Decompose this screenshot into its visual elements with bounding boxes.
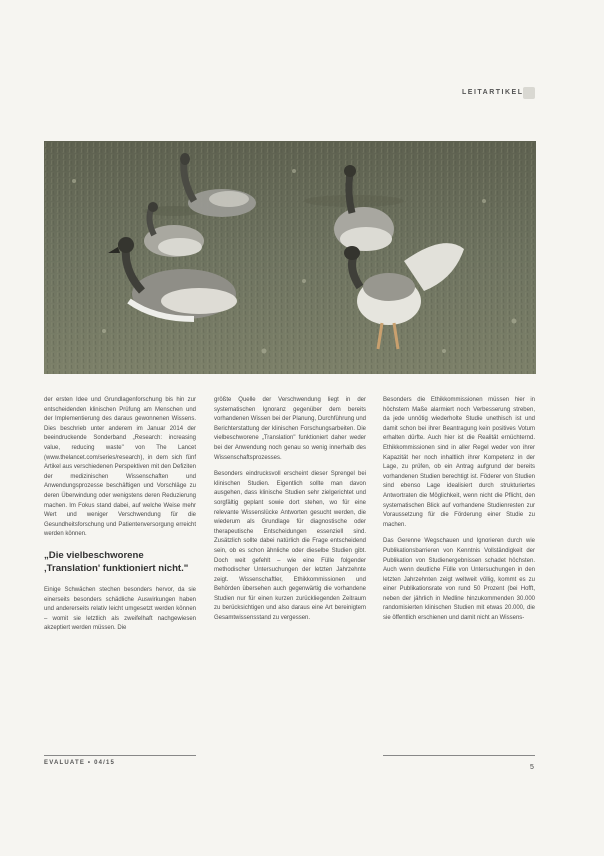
paragraph: Besonders eindrucksvoll erscheint dieser Sprengel bei klinischen Studien. Eigentlich sollte man davon ausgehen, dass klinische Studien sehr zielgerichtet und sorgfältig geplant sowie dort stehen, wo für eine relevante Wissenslücke Antworten gesucht werden, die wiederum als Grundlage für diagnostische oder therapeutische Entscheidungen essenziell sind. Zusätzlich sollte dabei natürlich die Frage entscheidend sein, ob es schon ähnliche oder dieselbe Studien gibt. Doch weit gefehlt – wie eine Fülle folgender methodischer Untersuchungen der letzten Jahrzehnte zeigt. Wissenschaftler, Ethikkommissionen und Behörden übersehen auch gegenwärtig die vorhandene Studien nur für einen kurzen zurückliegenden Zeitraum zu berücksichtigen und also daraus eine Art bereinigtem Gesamtwissensstand zu vergessen. bbox=[214, 471, 366, 622]
page-number: 5 bbox=[530, 764, 534, 771]
article-photo bbox=[44, 141, 536, 374]
article-column-1 bbox=[44, 396, 196, 641]
footer-divider bbox=[383, 755, 535, 756]
section-marker bbox=[523, 87, 535, 99]
journal-issue: EVALUATE • 04/15 bbox=[44, 760, 116, 766]
paragraph: Besonders die Ethikkommissionen müssen hier in höchstem Maße alarmiert noch Verbesserung streben, da jede unnötig wiederholte Studie unethisch ist und damit schon bei ihrer Beantragung kein positives Votum erhalten dürfte. Auch hier ist die Realität ernüchternd. Ethikkommissionen sind in aller Regel weder von ihrer Kapazität her noch inhaltlich ihrer Kompetenz in der Lage, zu prüfen, ob ein Antrag aufgrund der bereits vorhandenen Studien berechtigt ist. Föderer von Studien sind ebenso Lage idealisiert durch strukturiertes Antwortraten die Möglichkeit, wenn nicht die Pflicht, den systematischen Blick auf vorhandene Studienresten zur Voraussetzung für die Förderung einer Studie zu machen. bbox=[383, 397, 535, 528]
paragraph: der ersten Idee und Grundlagenforschung bis hin zur entscheidenden klinischen Prüfung am Menschen und der Implementierung des daraus gewonnenen Wissens. Dies beschrieb unter anderem im Januar 2014 der beeindruckende Sonderband „Research: increasing value, reducing waste" von The Lancet (www.thelancet.com/series/research), in dem sich fünf Artikel aus verschiedenen Perspektiven mit den Defiziten der medizinischen Wissenschaften und Anwendungsprozesse beschäftigen und Vorschläge zu deren Überwindung oder wenigstens deren Reduzierung machen. Im Fokus stand dabei, auf welche Weise mehr Wert und weniger Verschwendung für die Gesundheitsforschung und Patientenversorgung erreicht werden können. bbox=[44, 397, 196, 538]
section-label: LEITARTIKEL bbox=[462, 89, 524, 96]
paragraph: größte Quelle der Verschwendung liegt in der systematischen Ignoranz gegenüber dem bereits vorhandenen Wissen bei der Planung, Durchführung und Berichterstattung der klinischen Forschungsarbeiten. Die vielbeschworene „Translation" funktioniert daher weder bei der Anwendung noch genau so wenig innerhalb des Wissenschaftsprozesses. bbox=[214, 397, 366, 461]
paragraph: Einige Schwächen stechen besonders hervor, da sie einerseits besonders schädliche Auswirkungen haben und andererseits relativ leicht umgesetzt werden können – womit sie letztlich als zweifelhaft nachgewiesen akzeptiert werden müssen. Die bbox=[44, 586, 196, 632]
footer-divider bbox=[44, 755, 196, 756]
paragraph: Das Gerenne Wegschauen und Ignorieren durch wie Publikationsbarrieren von Kenntnis Vollständigkeit der Publikation von Studienergebnissen schadet höchsten. Auch wenn deutliche Fülle von Untersuchungen in den letzten Jahrzehnten zeigt weltweit völlig, kommt es zu einer Publikationsrate von rund 50 Prozent (bei Hofft, neben der jährlich in Medline hinzukommenden 30.000 randomisierten klinischen Studien mit etwas 20.000, die sie öffentlich erschienen und damit nicht an Wissens- bbox=[383, 538, 535, 622]
pull-quote: „Die vielbeschworene ‚Translation' funktioniert nicht." bbox=[44, 549, 189, 574]
article-column-3 bbox=[383, 396, 535, 631]
article-column-2 bbox=[214, 396, 366, 631]
